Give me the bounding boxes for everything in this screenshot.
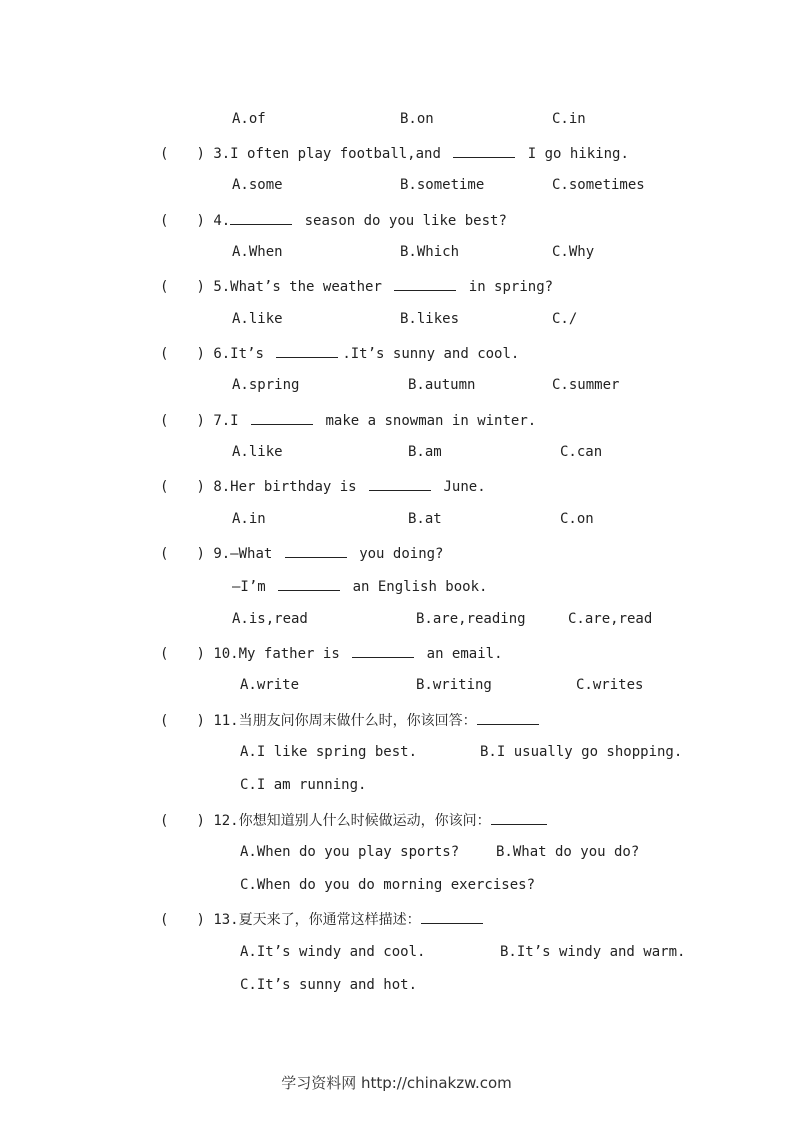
question-text: —I’m <box>232 579 266 595</box>
option-a: A.write <box>240 677 300 693</box>
answer-blank[interactable] <box>491 810 547 825</box>
question-number: 3. <box>213 146 231 162</box>
paren-close: ) <box>196 646 205 662</box>
paren-open: ( <box>160 546 169 562</box>
option-b: B.on <box>400 111 434 127</box>
answer-blank[interactable] <box>394 276 456 291</box>
question-text: I often play football,and <box>230 146 441 162</box>
paren-close: ) <box>196 346 205 362</box>
option-a: A.When do you play sports? <box>240 844 460 860</box>
question-text: It’s <box>230 346 264 362</box>
paren-open: ( <box>160 213 169 229</box>
answer-blank[interactable] <box>369 476 431 491</box>
question-number: 12. <box>213 813 239 829</box>
question-text: Her birthday is <box>230 479 357 495</box>
option-c: C.sometimes <box>552 177 645 193</box>
paren-open: ( <box>160 146 169 162</box>
answer-blank[interactable] <box>453 143 515 158</box>
option-a: A.is,read <box>232 611 308 627</box>
option-b: B.am <box>408 444 442 460</box>
question-11 <box>160 710 543 730</box>
answer-blank[interactable] <box>251 410 313 425</box>
option-a: A.in <box>232 511 266 527</box>
paren-open: ( <box>160 646 169 662</box>
question-13 <box>160 909 487 929</box>
question-text: make a snowman in winter. <box>325 413 537 429</box>
paren-close: ) <box>196 146 205 162</box>
question-text: 夏天来了，你通常这样描述： <box>238 912 421 928</box>
paren-close: ) <box>196 213 205 229</box>
option-c: C.are,read <box>568 611 653 627</box>
option-b: B.It’s windy and warm. <box>500 944 686 960</box>
question-12 <box>160 810 551 830</box>
paren-open: ( <box>160 279 169 295</box>
option-b: B.sometime <box>400 177 485 193</box>
option-a: A.When <box>232 244 283 260</box>
option-a: A.some <box>232 177 283 193</box>
option-a: A.like <box>232 444 283 460</box>
option-c: C.I am running. <box>240 777 367 793</box>
option-a: A.like <box>232 311 283 327</box>
option-b: B.Which <box>400 244 460 260</box>
question-3 <box>160 143 629 163</box>
question-8 <box>160 476 486 496</box>
paren-open: ( <box>160 413 169 429</box>
question-text: What’s the weather <box>230 279 382 295</box>
question-text: an English book. <box>352 579 488 595</box>
question-6 <box>160 343 519 363</box>
paren-close: ) <box>196 279 205 295</box>
option-b: B.likes <box>400 311 460 327</box>
paren-close: ) <box>196 713 205 729</box>
answer-blank[interactable] <box>276 343 338 358</box>
answer-blank[interactable] <box>230 210 292 225</box>
question-9 <box>160 543 444 563</box>
option-b: B.at <box>408 511 442 527</box>
answer-blank[interactable] <box>278 576 340 591</box>
question-text: I go hiking. <box>527 146 629 162</box>
paren-open: ( <box>160 346 169 362</box>
question-number: 9. <box>213 546 231 562</box>
question-text: 你想知道别人什么时候做运动，你该问： <box>238 813 491 829</box>
option-b: B.writing <box>416 677 492 693</box>
answer-blank[interactable] <box>285 543 347 558</box>
question-text: My father is <box>238 646 340 662</box>
option-c: C.It’s sunny and hot. <box>240 977 418 993</box>
paren-open: ( <box>160 912 169 928</box>
option-c: C.summer <box>552 377 620 393</box>
question-text: .It’s sunny and cool. <box>342 346 520 362</box>
question-5 <box>160 276 553 296</box>
question-number: 4. <box>213 213 231 229</box>
option-b: B.I usually go shopping. <box>480 744 683 760</box>
option-c: C.on <box>560 511 594 527</box>
question-text: you doing? <box>359 546 444 562</box>
question-number: 13. <box>213 912 239 928</box>
option-a: A.I like spring best. <box>240 744 418 760</box>
option-a: A.spring <box>232 377 300 393</box>
question-10 <box>160 643 503 663</box>
question-text: season do you like best? <box>304 213 507 229</box>
paren-open: ( <box>160 813 169 829</box>
paren-close: ) <box>196 912 205 928</box>
paren-close: ) <box>196 546 205 562</box>
question-number: 7. <box>213 413 231 429</box>
paren-open: ( <box>160 479 169 495</box>
question-text: 当朋友问你周末做什么时，你该回答： <box>238 713 477 729</box>
question-number: 10. <box>213 646 239 662</box>
footer-watermark: 学习资料网 http://chinakzw.com <box>281 1074 512 1092</box>
option-c: C.in <box>552 111 586 127</box>
question-4 <box>160 210 507 230</box>
option-c: C.can <box>560 444 603 460</box>
question-text: an email. <box>426 646 503 662</box>
option-c: C./ <box>552 311 578 327</box>
question-text: —What <box>230 546 273 562</box>
option-c: C.writes <box>576 677 644 693</box>
option-a: A.of <box>232 111 266 127</box>
paren-open: ( <box>160 713 169 729</box>
option-c: C.When do you do morning exercises? <box>240 877 536 893</box>
paren-close: ) <box>196 813 205 829</box>
option-b: B.What do you do? <box>496 844 640 860</box>
question-9-line-2 <box>232 576 487 596</box>
option-b: B.autumn <box>408 377 476 393</box>
answer-blank[interactable] <box>477 710 539 725</box>
option-b: B.are,reading <box>416 611 526 627</box>
question-7 <box>160 410 536 430</box>
question-number: 8. <box>213 479 231 495</box>
question-number: 6. <box>213 346 231 362</box>
answer-blank[interactable] <box>421 909 483 924</box>
question-text: in spring? <box>468 279 554 295</box>
paren-close: ) <box>196 479 205 495</box>
question-text: June. <box>443 479 486 495</box>
option-c: C.Why <box>552 244 595 260</box>
question-text: I <box>230 413 239 429</box>
question-number: 11. <box>213 713 239 729</box>
question-number: 5. <box>213 279 231 295</box>
answer-blank[interactable] <box>352 643 414 658</box>
option-a: A.It’s windy and cool. <box>240 944 426 960</box>
paren-close: ) <box>196 413 205 429</box>
